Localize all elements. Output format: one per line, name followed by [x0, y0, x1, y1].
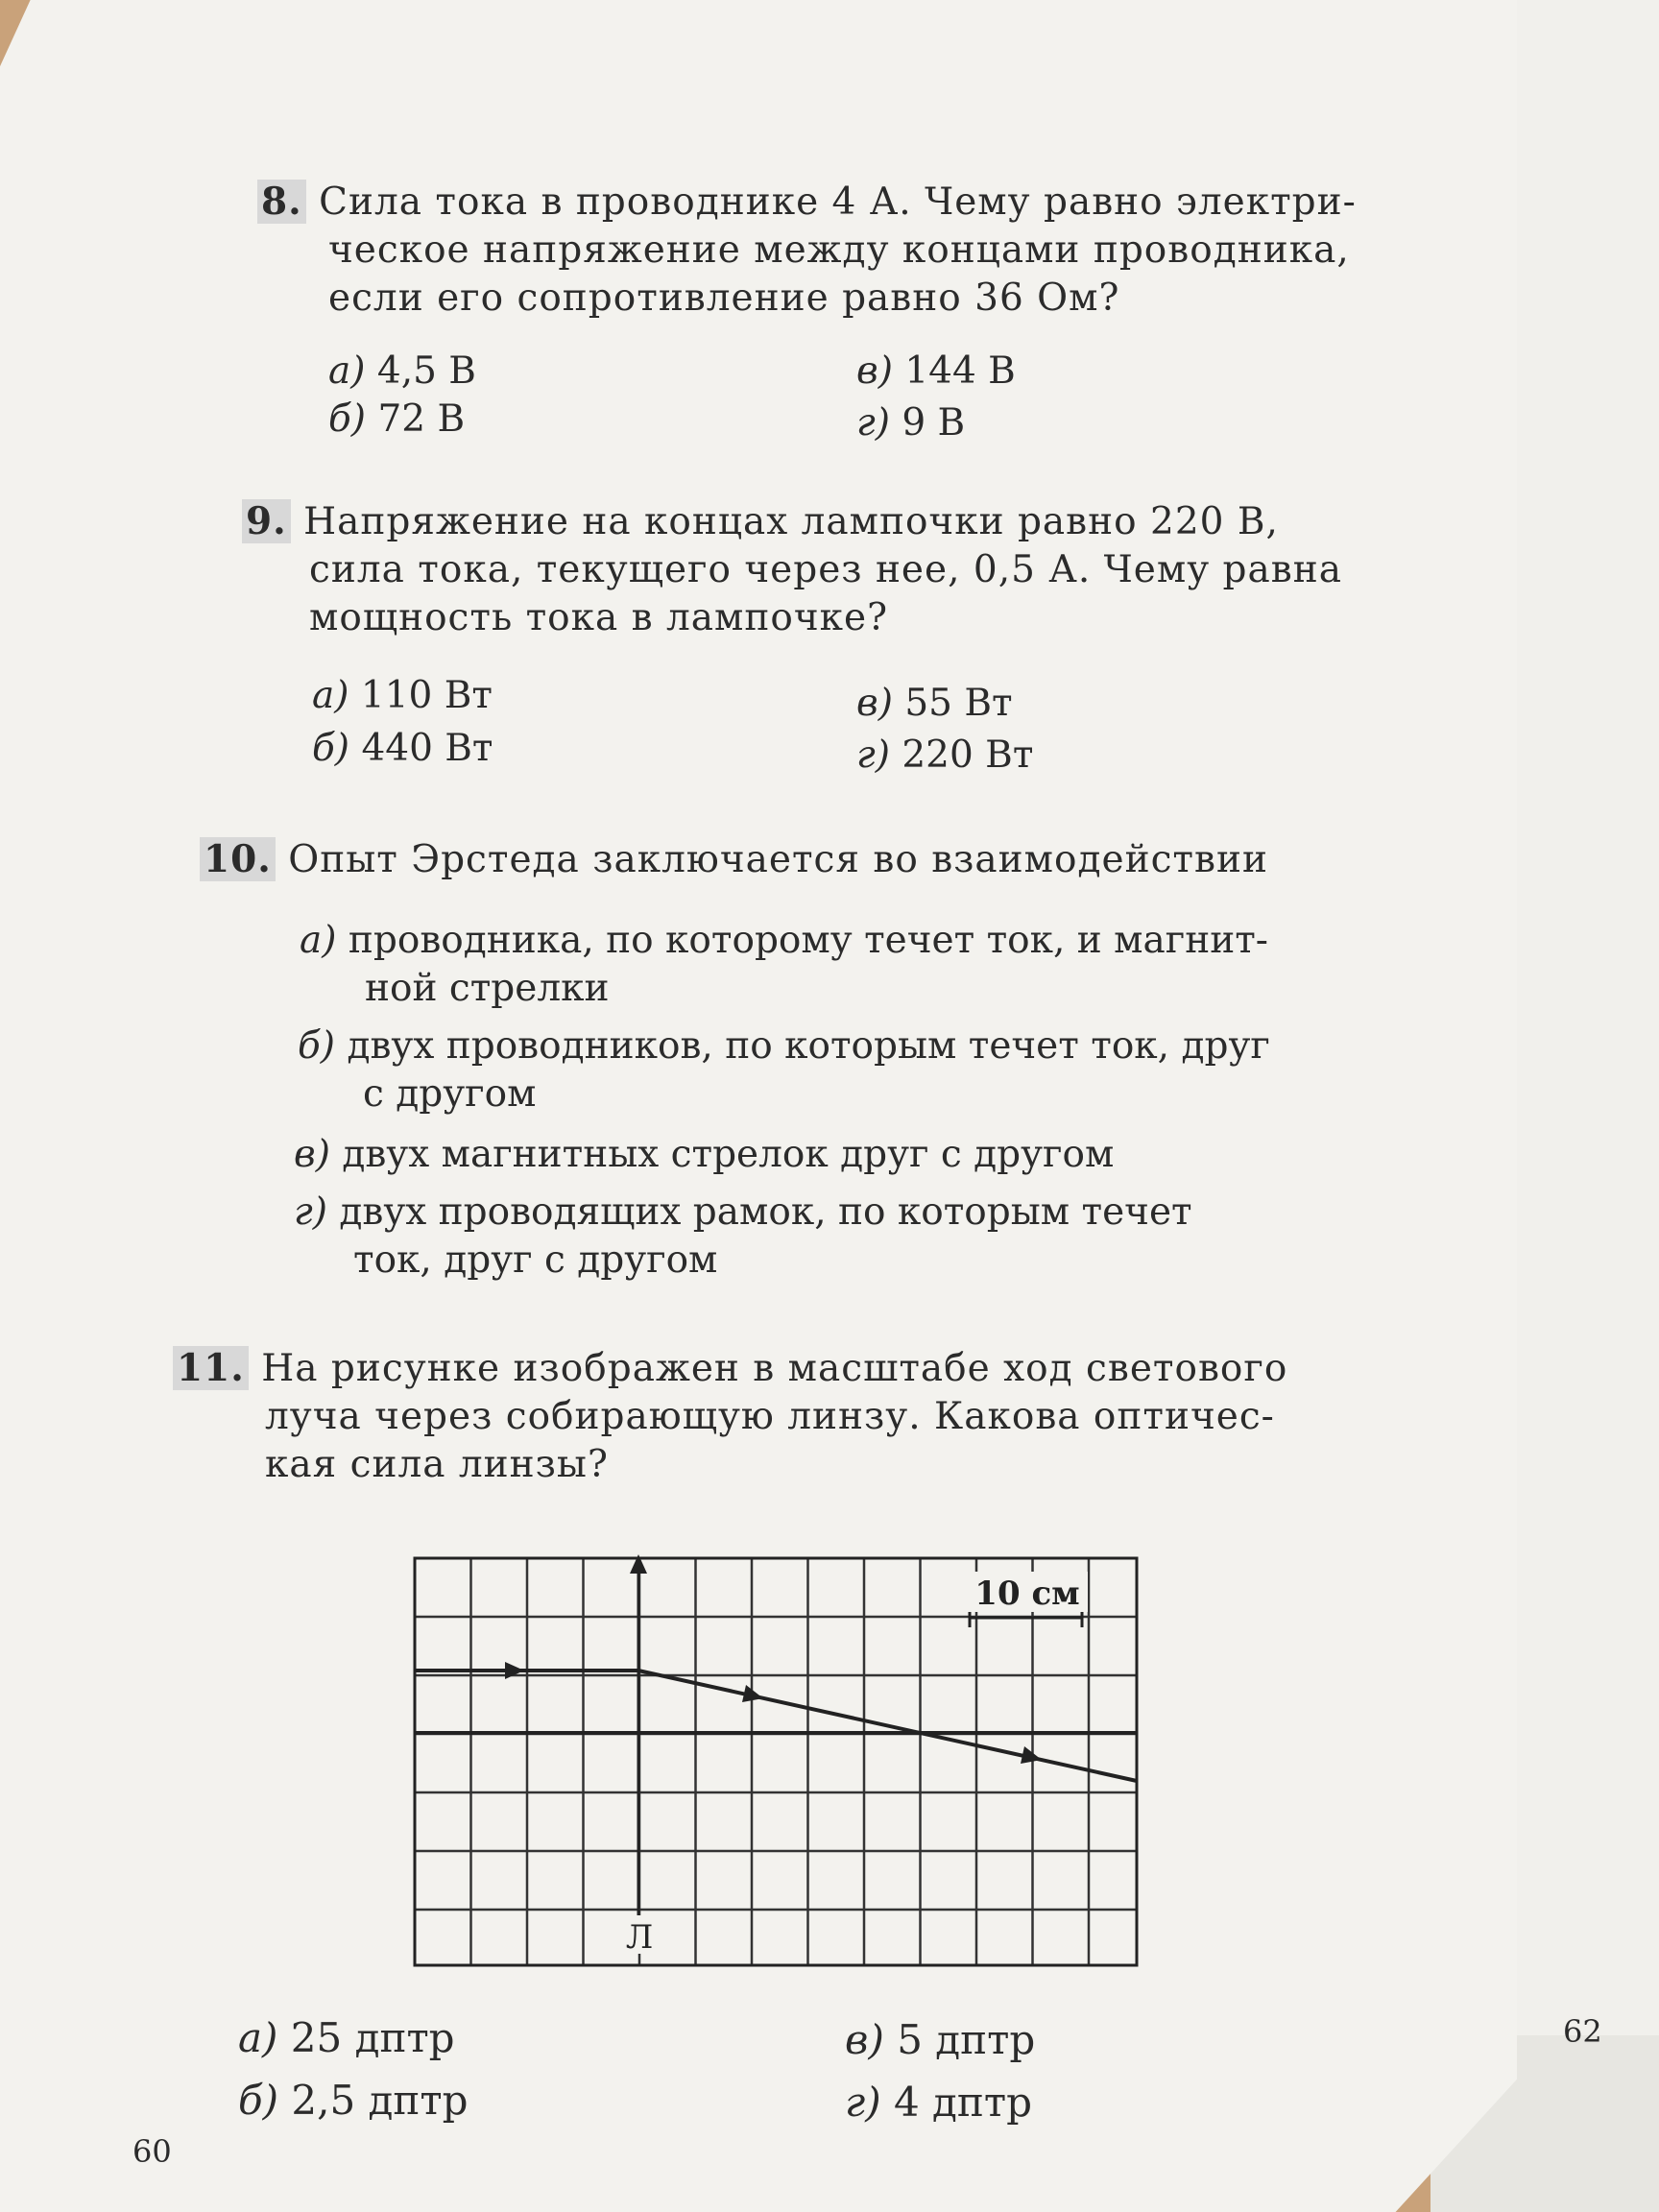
lens-ray-diagram	[405, 1551, 1146, 1973]
scale-label: 10 см	[974, 1575, 1080, 1613]
light-ray	[415, 1671, 1137, 1781]
question-text-line: Сила тока в проводнике 4 А. Чему равно электри-	[319, 180, 1357, 224]
question-text-line: Напряжение на концах лампочки равно 220 В,	[303, 500, 1279, 543]
question-8	[257, 178, 1357, 323]
option-text-line: двух магнитных стрелок друг с другом	[342, 1133, 1115, 1176]
question-text-line: если его сопротивление равно 36 Ом?	[328, 276, 1120, 320]
question-text-line: На рисунке изображен в масштабе ход светового	[261, 1347, 1288, 1390]
option-b[interactable]	[312, 725, 493, 773]
option-a[interactable]	[328, 348, 476, 396]
option-text-line: проводника, по которому течет ток, и магнит-	[348, 919, 1268, 962]
option-c[interactable]	[856, 680, 1013, 728]
option-c[interactable]	[845, 2016, 1035, 2064]
option-text-line: с другом	[363, 1072, 537, 1116]
option-d[interactable]	[856, 399, 965, 447]
option-letter: г)	[856, 401, 890, 445]
page-number-right: 62	[1563, 2013, 1602, 2050]
option-letter: в)	[845, 2016, 884, 2063]
option-a[interactable]	[300, 917, 1268, 1013]
option-text-line: ной стрелки	[365, 967, 610, 1010]
option-letter: б)	[328, 397, 367, 441]
question-number: 8.	[257, 180, 306, 224]
option-text: 4 дптр	[893, 2079, 1033, 2126]
question-number: 10.	[200, 837, 276, 881]
question-text-line: кая сила линзы?	[265, 1443, 609, 1486]
option-letter: г)	[294, 1190, 327, 1234]
question-9	[242, 497, 1342, 642]
option-b[interactable]	[328, 396, 465, 444]
option-d[interactable]	[294, 1189, 1192, 1285]
option-text: 5 дптр	[897, 2016, 1036, 2063]
question-number: 11.	[173, 1346, 249, 1390]
option-letter: б)	[238, 2077, 279, 2124]
option-text: 9 В	[902, 401, 966, 445]
question-number: 9.	[242, 499, 291, 543]
option-letter: г)	[845, 2079, 881, 2126]
option-letter: б)	[312, 727, 350, 770]
lens-label: Л	[625, 1918, 654, 1957]
option-text-line: двух проводников, по которым течет ток, друг	[347, 1024, 1270, 1068]
option-b[interactable]	[238, 2077, 469, 2125]
option-text: 55 Вт	[904, 682, 1013, 725]
lens-diagram-svg	[405, 1551, 1146, 1973]
option-text: 25 дптр	[290, 2014, 455, 2061]
option-letter: а)	[328, 349, 366, 393]
option-letter: а)	[312, 674, 349, 717]
option-text: 144 В	[904, 349, 1016, 393]
option-text: 72 В	[377, 397, 466, 441]
option-text-line: ток, друг с другом	[353, 1238, 718, 1282]
question-text: Опыт Эрстеда заключается во взаимодействии	[288, 838, 1268, 881]
option-letter: в)	[856, 349, 893, 393]
option-letter: в)	[856, 682, 893, 725]
question-text-line: луча через собирающую линзу. Какова оптичес-	[265, 1395, 1275, 1438]
option-b[interactable]	[298, 1022, 1270, 1118]
question-text-line: мощность тока в лампочке?	[309, 596, 889, 639]
option-d[interactable]	[845, 2079, 1032, 2127]
option-letter: а)	[238, 2014, 278, 2061]
option-text: 2,5 дптр	[291, 2077, 469, 2124]
option-letter: г)	[856, 733, 890, 777]
option-c[interactable]	[856, 348, 1016, 396]
option-text: 4,5 В	[376, 349, 476, 393]
question-10	[200, 835, 1268, 884]
option-text: 110 Вт	[360, 674, 493, 717]
option-letter: а)	[300, 919, 337, 962]
question-text-line: ческое напряжение между концами проводника,	[328, 228, 1350, 272]
option-letter: в)	[294, 1133, 330, 1176]
option-d[interactable]	[856, 732, 1033, 780]
option-a[interactable]	[238, 2014, 455, 2062]
page-number-left: 60	[132, 2133, 172, 2170]
adjacent-page-surface	[1507, 0, 1659, 2035]
option-text: 440 Вт	[361, 727, 493, 770]
option-a[interactable]	[312, 672, 493, 720]
option-text: 220 Вт	[902, 733, 1034, 777]
question-11	[173, 1344, 1287, 1489]
option-text-line: двух проводящих рамок, по которым течет	[339, 1190, 1192, 1234]
option-c[interactable]	[294, 1131, 1114, 1179]
question-text-line: сила тока, текущего через нее, 0,5 А. Чему равна	[309, 548, 1342, 591]
ray-arrow-icon	[505, 1662, 524, 1679]
option-letter: б)	[298, 1024, 336, 1068]
